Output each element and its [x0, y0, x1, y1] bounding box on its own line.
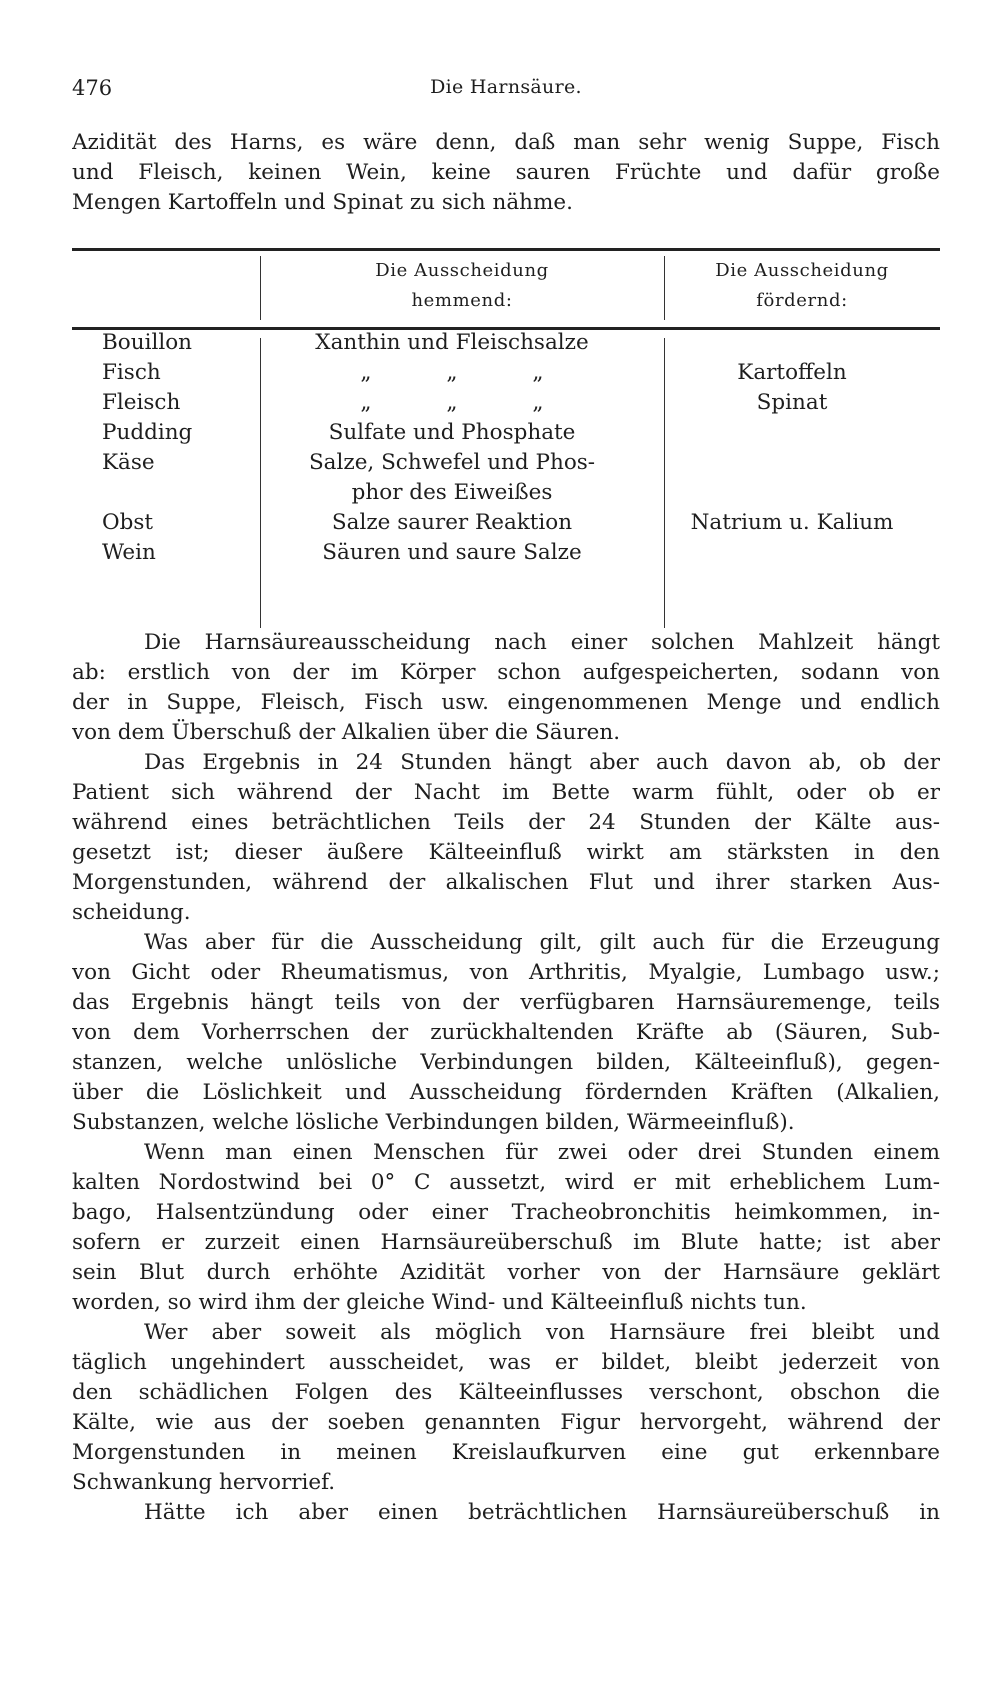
text-line: Schwankung hervorrief.	[72, 1470, 336, 1495]
col-header-inhibit	[260, 256, 664, 316]
food-cell: Käse	[102, 450, 155, 475]
text-line: Substanzen, welche lösliche Verbindungen bilden, Wärmeeinfluß).	[72, 1110, 795, 1135]
body-paragraph	[72, 628, 940, 748]
food-cell: Fisch	[102, 360, 161, 385]
text-line: stanzen, welche unlösliche Verbindungen bilden, Kälteeinfluß), gegen-	[72, 1050, 940, 1075]
inhibit-cell: Xanthin und Fleischsalze	[315, 330, 589, 355]
ditto-mark: „	[360, 360, 372, 385]
col-header-line: Die Ausscheidung	[375, 260, 549, 281]
running-title: Die Harnsäure.	[430, 76, 582, 98]
col-header-line: hemmend:	[411, 290, 513, 311]
text-line: von dem Vorherrschen der zurückhaltenden Kräfte ab (Säuren, Sub-	[72, 1020, 940, 1045]
text-line: der in Suppe, Fleisch, Fisch usw. eingenommenen Menge und endlich	[72, 690, 940, 715]
text-line: Das Ergebnis in 24 Stunden hängt aber auch davon ab, ob der	[144, 750, 940, 775]
body-paragraph	[72, 1318, 940, 1498]
inhibit-cell: Säuren und saure Salze	[322, 540, 582, 565]
promote-cell: Kartoffeln	[737, 360, 847, 385]
promote-cell: Natrium u. Kalium	[690, 510, 894, 535]
text-line: während eines beträchtlichen Teils der 24 Stunden der Kälte aus-	[72, 810, 940, 835]
ditto-mark: „	[532, 390, 544, 415]
page-header	[72, 76, 940, 106]
diet-table	[72, 248, 940, 628]
ditto-mark: „	[532, 360, 544, 385]
text-line: Kälte, wie aus der soeben genannten Figur hervorgeht, während der	[72, 1410, 940, 1435]
text-line: Morgenstunden, während der alkalischen Flut und ihrer starken Aus-	[72, 870, 940, 895]
inhibit-cell: Salze, Schwefel und Phos-	[308, 450, 596, 475]
col-header-line: fördernd:	[756, 290, 848, 311]
table-top-rule	[72, 248, 940, 251]
text-line: Wenn man einen Menschen für zwei oder drei Stunden einem	[144, 1140, 940, 1165]
ditto-mark: „	[446, 390, 458, 415]
promote-cell: Spinat	[756, 390, 828, 415]
text-line: sein Blut durch erhöhte Azidität vorher von der Harnsäure geklärt	[72, 1260, 940, 1285]
ditto-row	[270, 388, 634, 418]
text-line: kalten Nordostwind bei 0° C aussetzt, wird er mit erheblichem Lum-	[72, 1170, 940, 1195]
body-paragraph	[72, 1138, 940, 1318]
ditto-row	[270, 358, 634, 388]
body-paragraph	[72, 928, 940, 1138]
text-line: gesetzt ist; dieser äußere Kälteeinfluß wirkt am stärksten in den	[72, 840, 940, 865]
text-line: bago, Halsentzündung oder einer Tracheobronchitis heimkommen, in-	[72, 1200, 940, 1225]
text-line: Die Harnsäureausscheidung nach einer solchen Mahlzeit hängt	[144, 630, 940, 655]
food-cell: Obst	[102, 510, 154, 535]
column-divider	[260, 338, 261, 628]
intro-paragraph	[72, 128, 940, 218]
food-cell: Fleisch	[102, 390, 181, 415]
text-line: Mengen Kartoffeln und Spinat zu sich nähme.	[72, 190, 573, 215]
text-line: das Ergebnis hängt teils von der verfügbaren Harnsäuremenge, teils	[72, 990, 940, 1015]
col-header-line: Die Ausscheidung	[715, 260, 889, 281]
text-line: scheidung.	[72, 900, 191, 925]
text-line: ab: erstlich von der im Körper schon aufgespeicherten, sodann von	[72, 660, 940, 685]
text-line: worden, so wird ihm der gleiche Wind- und Kälteeinfluß nichts tun.	[72, 1290, 807, 1315]
text-line: täglich ungehindert ausscheidet, was er bildet, bleibt jederzeit von	[72, 1350, 940, 1375]
food-cell: Bouillon	[102, 330, 193, 355]
text-line: von Gicht oder Rheumatismus, von Arthritis, Myalgie, Lumbago usw.;	[72, 960, 940, 985]
food-cell: Pudding	[102, 420, 193, 445]
body-paragraph	[72, 748, 940, 928]
page-number: 476	[72, 76, 113, 100]
text-line: sofern er zurzeit einen Harnsäureüberschuß im Blute hatte; ist aber	[72, 1230, 940, 1255]
text-line: Hätte ich aber einen beträchtlichen Harnsäureüberschuß in	[144, 1500, 940, 1525]
ditto-mark: „	[446, 360, 458, 385]
inhibit-cell: Salze saurer Reaktion	[331, 510, 573, 535]
text-line: über die Löslichkeit und Ausscheidung fördernden Kräften (Alkalien,	[72, 1080, 940, 1105]
text-line: Was aber für die Ausscheidung gilt, gilt auch für die Erzeugung	[144, 930, 940, 955]
text-line: Morgenstunden in meinen Kreislaufkurven eine gut erkennbare	[72, 1440, 940, 1465]
text-line: Wer aber soweit als möglich von Harnsäure frei bleibt und	[144, 1320, 940, 1345]
text-line: Azidität des Harns, es wäre denn, daß man sehr wenig Suppe, Fisch	[72, 130, 940, 155]
col-header-promote	[664, 256, 940, 316]
food-cell: Wein	[102, 540, 156, 565]
text-line: Patient sich während der Nacht im Bette warm fühlt, oder ob er	[72, 780, 940, 805]
ditto-mark: „	[360, 390, 372, 415]
text-line: den schädlichen Folgen des Kälteeinflusses verschont, obschon die	[72, 1380, 940, 1405]
body-paragraph	[72, 1498, 940, 1528]
text-line: von dem Überschuß der Alkalien über die Säuren.	[72, 720, 621, 745]
inhibit-cell: phor des Eiweißes	[351, 480, 553, 505]
text-line: und Fleisch, keinen Wein, keine sauren Früchte und dafür große	[72, 160, 940, 185]
inhibit-cell: Sulfate und Phosphate	[328, 420, 576, 445]
